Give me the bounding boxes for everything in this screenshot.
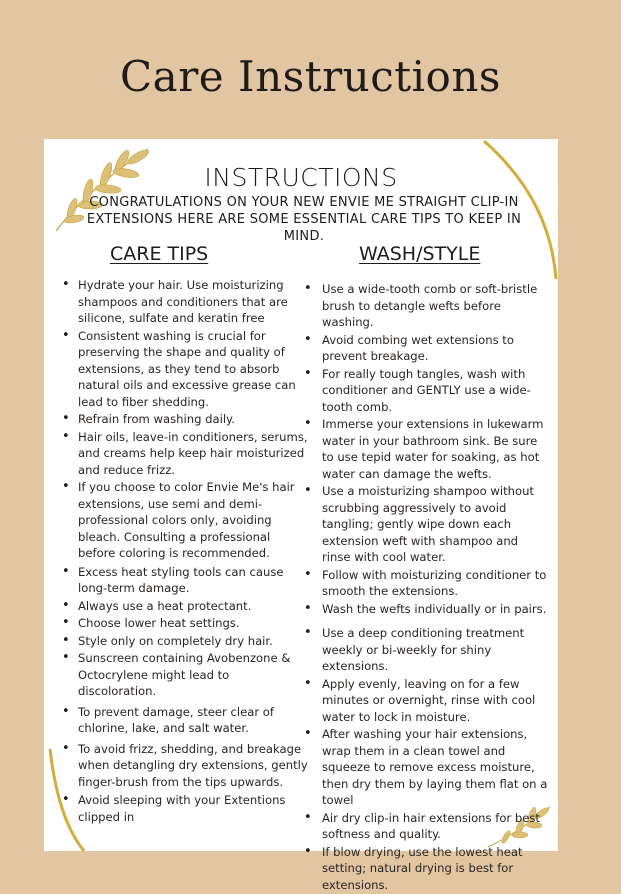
list-item: • Always use a heat protectant. xyxy=(62,598,310,615)
list-item: • Excess heat styling tools can cause long-term damage. xyxy=(62,564,310,597)
intro-text: CONGRATULATIONS ON YOUR NEW ENVIE ME STRAIGHT CLIP-IN EXTENSIONS HERE ARE SOME ESSENTIAL CARE TIPS TO KEEP IN MIND. xyxy=(86,195,522,244)
list-item: • Sunscreen containing Avobenzone & Octocrylene might lead to discoloration. xyxy=(62,650,310,700)
list-item: • Use a wide-tooth comb or soft-bristle brush to detangle wefts before washing. xyxy=(304,281,550,331)
care-tips-heading: CARE TIPS xyxy=(110,243,209,265)
list-item: • Avoid sleeping with your Extentions clipped in xyxy=(62,792,310,825)
list-item: • Follow with moisturizing conditioner to smooth the extensions. xyxy=(304,567,550,600)
list-item: • Hydrate your hair. Use moisturizing shampoos and conditioners that are silicone, sulfate and keratin free xyxy=(62,277,310,327)
list-item: • To avoid frizz, shedding, and breakage when detangling dry extensions, gently finger-brush from the tips upwards. xyxy=(62,741,310,791)
wash-style-heading: WASH/STYLE xyxy=(359,243,481,265)
list-item: • Wash the wefts individually or in pairs. xyxy=(304,601,550,618)
page-title: Care Instructions xyxy=(120,52,501,101)
list-item: • Style only on completely dry hair. xyxy=(62,633,310,650)
instructions-heading: INSTRUCTIONS xyxy=(204,163,398,192)
list-item: • Apply evenly, leaving on for a few minutes or overnight, rinse with cool water to lock in moisture. xyxy=(304,676,550,726)
wash-style-list xyxy=(304,281,550,894)
list-item: • Consistent washing is crucial for preserving the shape and quality of extensions, as they tend to absorb natural oils and excessive grease can lead to fiber shedding. xyxy=(62,328,310,411)
list-item: • Air dry clip-in hair extensions for best softness and quality. xyxy=(304,810,550,843)
instructions-card xyxy=(44,139,558,892)
list-item: • Choose lower heat settings. xyxy=(62,615,310,632)
care-tips-list xyxy=(62,277,310,826)
list-item: • To prevent damage, steer clear of chlorine, lake, and salt water. xyxy=(62,704,310,737)
list-item: • Avoid combing wet extensions to prevent breakage. xyxy=(304,332,550,365)
list-item: • If blow drying, use the lowest heat setting; natural drying is best for extensions. xyxy=(304,844,550,894)
list-item: • Hair oils, leave-in conditioners, serums, and creams help keep hair moisturized and reduce frizz. xyxy=(62,429,310,479)
list-item: • After washing your hair extensions, wrap them in a clean towel and squeeze to remove excess moisture, then dry them by laying them flat on a towel xyxy=(304,726,550,809)
list-item: • If you choose to color Envie Me's hair extensions, use semi and demi-professional colors only, avoiding bleach. Consulting a professional before coloring is recommended. xyxy=(62,479,310,562)
list-item: • For really tough tangles, wash with conditioner and GENTLY use a wide-tooth comb. xyxy=(304,366,550,416)
list-item: • Refrain from washing daily. xyxy=(62,411,310,428)
list-item: • Use a moisturizing shampoo without scrubbing aggressively to avoid tangling; gently wipe down each extension weft with shampoo and rinse with cool water. xyxy=(304,483,550,566)
list-item: • Use a deep conditioning treatment weekly or bi-weekly for shiny extensions. xyxy=(304,625,550,675)
list-item: • Immerse your extensions in lukewarm water in your bathroom sink. Be sure to use tepid water for soaking, as hot water can damage the wefts. xyxy=(304,416,550,482)
